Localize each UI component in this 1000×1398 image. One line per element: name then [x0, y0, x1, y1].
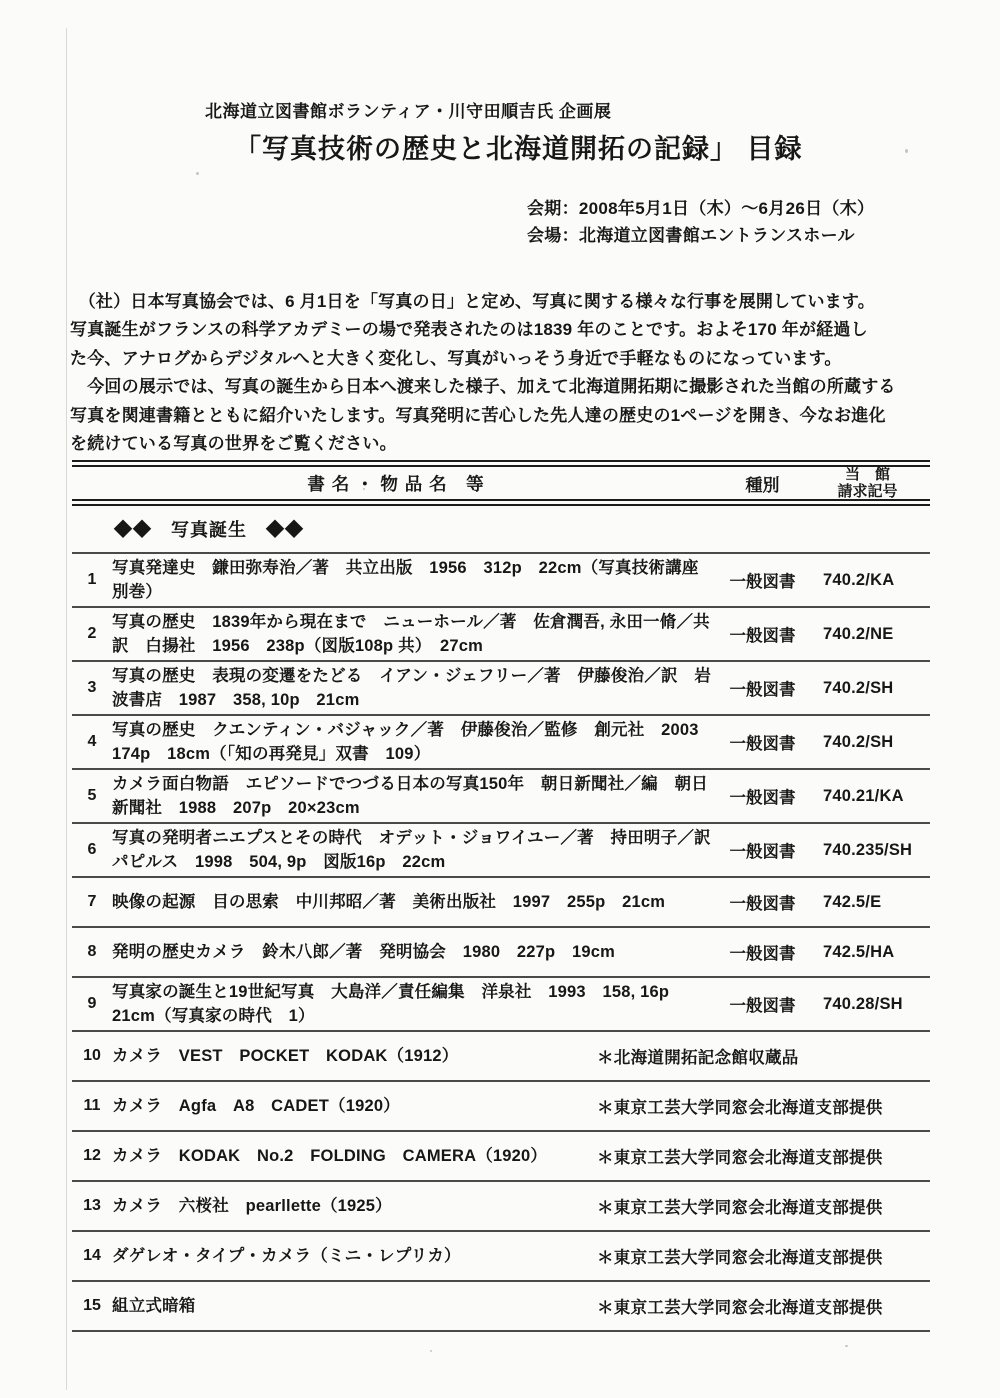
- item-type: 一般図書: [729, 681, 796, 699]
- event-info-block: [527, 195, 874, 249]
- table-row: [72, 554, 930, 608]
- table-row: [72, 878, 930, 928]
- scan-speck: [905, 149, 908, 153]
- item-call-number: 740.2/KA: [823, 570, 895, 589]
- table-row: [72, 608, 930, 662]
- table-row: [72, 716, 930, 770]
- row-number: 6: [87, 841, 97, 858]
- event-period: 会期：2008年5月1日（木）～6月26日（木）: [527, 199, 875, 218]
- item-description: 写真の歴史 クエンティン・バジャック／著 伊藤俊治／監修 創元社 2003 174p 18cm（「知の再発見」双書 109）: [112, 721, 716, 763]
- item-description: 発明の歴史カメラ 鈴木八郎／著 発明協会 1980 227p 19cm: [112, 943, 616, 961]
- intro-line: 写真を関連書籍とともに紹介いたします。写真発明に苦心した先人達の歴史の1ページを開き、今なお進化: [70, 405, 886, 425]
- item-description: 写真の発明者ニエプスとその時代 オデット・ジョワイユー／著 持田明子／訳 パピルス 1998 504, 9p 図版16p 22cm: [112, 829, 728, 871]
- call-number-header-line2: 請求記号: [837, 483, 898, 500]
- row-number: 2: [87, 625, 97, 642]
- item-type: 一般図書: [729, 627, 796, 645]
- item-description: カメラ KODAK No.2 FOLDING CAMERA（1920）: [112, 1147, 548, 1165]
- intro-line: を続けている写真の世界をご覧ください。: [70, 434, 397, 454]
- intro-line: （社）日本写真協会では、6 月1日を「写真の日」と定め、写真に関する様々な行事を展開しています。: [70, 292, 875, 311]
- intro-line: 今回の展示では、写真の誕生から日本へ渡来した様子、加えて北海道開拓期に撮影された当館の所蔵する: [70, 377, 896, 397]
- table-row: [72, 1232, 930, 1282]
- scan-speck: [430, 1350, 432, 1352]
- table-row: [72, 1182, 930, 1232]
- item-description: 写真の歴史 表現の変遷をたどる イアン・ジェフリー／著 伊藤俊治／訳 岩波書店 1987 358, 10p 21cm: [112, 667, 712, 709]
- row-number: 5: [87, 787, 97, 804]
- item-description: カメラ Agfa A8 CADET（1920）: [112, 1097, 400, 1115]
- item-provenance-note: ＊北海道開拓記念館収蔵品: [597, 1049, 799, 1067]
- table-row: [72, 1132, 930, 1182]
- table-row: [72, 978, 930, 1032]
- item-call-number: 740.2/NE: [823, 624, 894, 643]
- table-row: [72, 1032, 930, 1082]
- intro-line: 写真誕生がフランスの科学アカデミーの場で発表されたのは1839 年のことです。およそ170 年が経過し: [70, 320, 868, 340]
- item-type: 一般図書: [729, 573, 796, 591]
- item-call-number: 742.5/E: [823, 892, 882, 911]
- row-number: 10: [83, 1047, 101, 1064]
- item-provenance-note: ＊東京工芸大学同窓会北海道支部提供: [597, 1149, 883, 1167]
- table-row: [72, 1282, 930, 1332]
- scan-edge-artifact: [66, 28, 67, 1390]
- item-description: カメラ 六桜社 pearllette（1925）: [112, 1197, 392, 1215]
- document-title: 「写真技術の歴史と北海道開拓の記録」 目録: [234, 134, 803, 164]
- table-row: [72, 1082, 930, 1132]
- row-number: 8: [87, 943, 97, 960]
- section-heading-photo-birth: ◆◆ 写真誕生 ◆◆: [72, 506, 930, 554]
- item-call-number: 742.5/HA: [823, 942, 895, 961]
- item-call-number: 740.28/SH: [823, 994, 903, 1013]
- table-row: [72, 824, 930, 878]
- item-description: 写真家の誕生と19世紀写真 大島洋／責任編集 洋泉社 1993 158, 16p 21cm（写真家の時代 1）: [112, 983, 686, 1025]
- item-description: カメラ VEST POCKET KODAK（1912）: [112, 1047, 459, 1065]
- organizer-line: 北海道立図書館ボランティア・川守田順吉氏 企画展: [205, 102, 612, 121]
- item-provenance-note: ＊東京工芸大学同窓会北海道支部提供: [597, 1249, 883, 1267]
- event-venue: 会場：北海道立図書館エントランスホール: [527, 226, 855, 245]
- table-row: [72, 662, 930, 716]
- call-number-header-line1: 当 館: [844, 466, 890, 483]
- column-header-call-number: [805, 466, 930, 500]
- item-type: 一般図書: [729, 843, 796, 861]
- table-body: [72, 554, 930, 1332]
- row-number: 4: [87, 733, 97, 750]
- table-row: [72, 770, 930, 824]
- item-description: 映像の起源 目の思索 中川邦昭／著 美術出版社 1997 255p 21cm: [112, 893, 666, 911]
- item-description: カメラ面白物語 エピソードでつづる日本の写真150年 朝日新聞社／編 朝日新聞社 1988 207p 20×23cm: [112, 775, 708, 817]
- scan-speck: [196, 172, 199, 175]
- item-call-number: 740.2/SH: [823, 732, 894, 751]
- item-description: ダゲレオ・タイプ・カメラ（ミニ・レプリカ）: [112, 1247, 461, 1265]
- row-number: 9: [87, 995, 97, 1012]
- item-call-number: 740.2/SH: [823, 678, 894, 697]
- item-call-number: 740.235/SH: [823, 840, 913, 859]
- row-number: 13: [83, 1197, 101, 1214]
- scan-speck: [845, 1345, 848, 1347]
- row-number: 12: [83, 1147, 101, 1164]
- table-header-row: [72, 460, 930, 506]
- row-number: 15: [83, 1297, 101, 1314]
- item-type: 一般図書: [729, 895, 796, 913]
- item-type: 一般図書: [729, 997, 796, 1015]
- item-type: 一般図書: [729, 735, 796, 753]
- row-number: 14: [83, 1247, 101, 1264]
- catalog-table: [72, 460, 930, 1332]
- item-provenance-note: ＊東京工芸大学同窓会北海道支部提供: [597, 1099, 883, 1117]
- item-call-number: 740.21/KA: [823, 786, 904, 805]
- intro-paragraph: [70, 288, 920, 458]
- item-description: 写真の歴史 1839年から現在まで ニューホール／著 佐倉潤吾, 永田一脩／共訳 白揚社 1956 238p（図版108p 共） 27cm: [112, 613, 710, 655]
- column-header-item-name: 書 名 ・ 物 品 名 等: [307, 473, 485, 494]
- item-provenance-note: ＊東京工芸大学同窓会北海道支部提供: [597, 1299, 883, 1317]
- row-number: 7: [87, 893, 97, 910]
- item-provenance-note: ＊東京工芸大学同窓会北海道支部提供: [597, 1199, 883, 1217]
- intro-line: た今、アナログからデジタルへと大きく変化し、写真がいっそう身近で手軽なものになっています。: [70, 348, 842, 368]
- item-type: 一般図書: [729, 789, 796, 807]
- item-type: 一般図書: [729, 945, 796, 963]
- row-number: 1: [87, 571, 97, 588]
- table-row: [72, 928, 930, 978]
- item-description: 組立式暗箱: [112, 1297, 196, 1315]
- row-number: 11: [83, 1097, 101, 1114]
- column-header-type: 種別: [745, 475, 780, 495]
- row-number: 3: [87, 679, 97, 696]
- item-description: 写真発達史 鎌田弥寿治／著 共立出版 1956 312p 22cm（写真技術講座 別巻）: [112, 559, 716, 601]
